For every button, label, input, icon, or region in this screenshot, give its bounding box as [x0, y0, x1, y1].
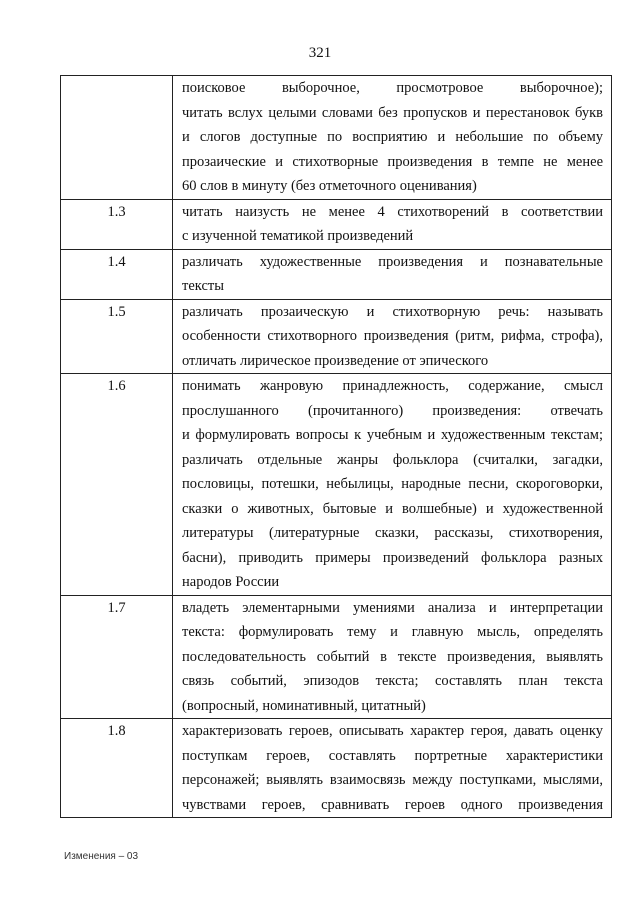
requirements-table	[60, 75, 612, 818]
row-number: 1.3	[61, 199, 173, 249]
text-line: отличать лирическое произведение от эпического	[182, 352, 489, 369]
text-line: и слогов доступные по восприятию и небольшие по объему	[182, 129, 603, 145]
text-line: персонажей; выявлять взаимосвязь между поступками, мыслями,	[182, 772, 603, 788]
table-row	[61, 374, 612, 596]
row-text	[173, 199, 612, 249]
text-line: сказки о животных, бытовые и волшебные) и художественной	[182, 500, 603, 517]
text-line: прослушанного (прочитанного) произведения: отвечать	[182, 402, 603, 419]
text-line: тексты	[182, 278, 224, 294]
row-text	[173, 595, 612, 719]
row-number: 1.6	[61, 374, 173, 596]
text-line: читать наизусть не менее 4 стихотворений в соответствии	[182, 203, 603, 220]
text-line: различать художественные произведения и познавательные	[182, 253, 603, 270]
row-number	[61, 76, 173, 200]
text-line: пословицы, потешки, небылицы, народные песни, скороговорки,	[182, 476, 603, 492]
row-number: 1.4	[61, 249, 173, 299]
table-row	[61, 76, 612, 200]
text-line: с изученной тематикой произведений	[182, 228, 414, 244]
text-line: народов России	[182, 574, 280, 590]
table-row	[61, 595, 612, 719]
text-line: текста: формулировать тему и главную мысль, определять	[182, 624, 603, 640]
table-row	[61, 249, 612, 299]
text-line: басни), приводить примеры произведений фольклора разных	[182, 549, 603, 566]
text-line: связь событий, эпизодов текста; составлять план текста	[182, 673, 603, 689]
text-line: и формулировать вопросы к учебным и художественным текстам;	[182, 427, 603, 443]
text-line: последовательность событий в тексте произведения, выявлять	[182, 648, 603, 665]
row-text	[173, 76, 612, 200]
text-line: различать прозаическую и стихотворную речь: называть	[182, 303, 603, 320]
text-line: особенности стихотворного произведения (ритм, рифма, строфа),	[182, 328, 603, 344]
text-line: (вопросный, номинативный, цитатный)	[182, 697, 426, 714]
text-line: поступкам героев, составлять портретные характеристики	[182, 747, 603, 764]
text-line: читать вслух целыми словами без пропусков и перестановок букв	[182, 104, 603, 121]
text-line: характеризовать героев, описывать характер героя, давать оценку	[182, 723, 603, 739]
page-footer: Изменения – 03	[64, 851, 139, 862]
row-text	[173, 249, 612, 299]
row-text	[173, 719, 612, 818]
table-row	[61, 719, 612, 818]
text-line: прозаические и стихотворные произведения в темпе не менее	[182, 153, 603, 170]
text-line: понимать жанровую принадлежность, содержание, смысл	[182, 378, 603, 394]
text-line: 60 слов в минуту (без отметочного оценивания)	[182, 178, 477, 194]
text-line: поисковое выборочное, просмотровое выборочное);	[182, 80, 603, 96]
text-line: чувствами героев, сравнивать героев одного произведения	[182, 796, 603, 813]
row-number: 1.7	[61, 595, 173, 719]
row-number: 1.8	[61, 719, 173, 818]
page-number: 321	[308, 45, 332, 61]
table-row	[61, 299, 612, 374]
text-line: владеть элементарными умениями анализа и интерпретации	[182, 599, 603, 616]
row-text	[173, 374, 612, 596]
text-line: различать отдельные жанры фольклора (считалки, загадки,	[182, 451, 603, 468]
text-line: литературы (литературные сказки, рассказы, стихотворения,	[182, 525, 603, 541]
table-row	[61, 199, 612, 249]
row-text	[173, 299, 612, 374]
row-number: 1.5	[61, 299, 173, 374]
